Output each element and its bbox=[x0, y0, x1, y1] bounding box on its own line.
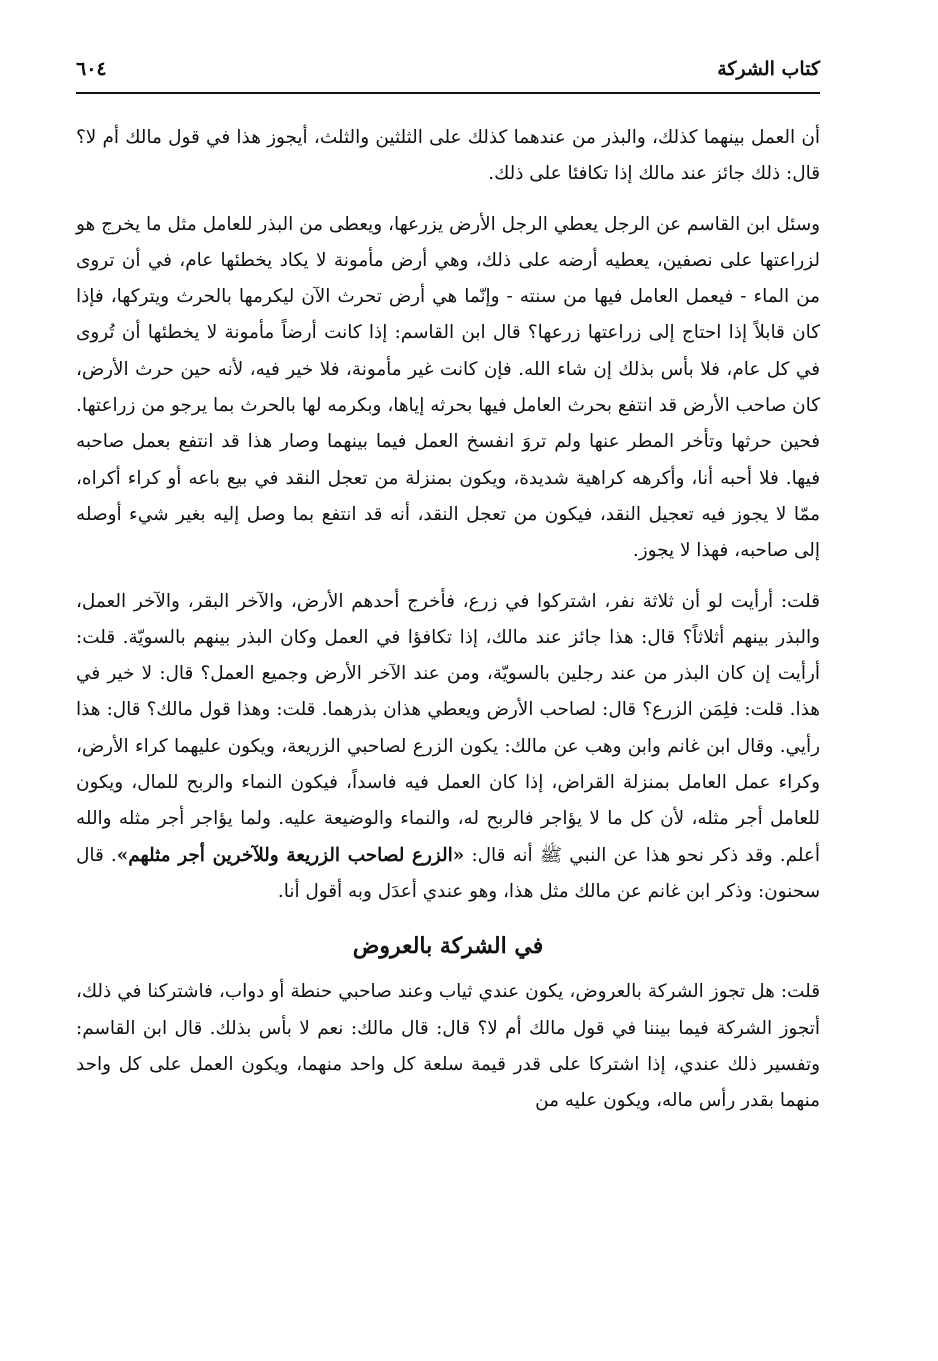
hadith-quote: «الزرع لصاحب الزريعة وللآخرين أجر مثلهم» bbox=[116, 844, 465, 866]
paragraph-3-text-before: قلت: أرأيت لو أن ثلاثة نفر، اشتركوا في زرع، فأخرج أحدهم الأرض، والآخر البقر، والآخر العمل، والبذر بينهم أثلاثاً؟ قال: هذا جائز عند مالك، إذا تكافؤا في العمل وكان البذر بينهم بالسويّة. قلت: أرأيت إن كان البذر من عند رجلين بالسويّة، ومن عند الآخر الأرض وجميع العمل؟ قال: لا خير في هذا. قلت: فلِمَن الزرع؟ قال: لصاحب الأرض ويعطي هذان بذرهما. قلت: وهذا قول مالك؟ قال: هذا رأيي. وقال ابن غانم وابن وهب عن مالك: يكون الزرع لصاحبي الزريعة، ويكون عليهما كراء الأرض، وكراء عمل العامل بمنزلة القراض، إذا كان العمل فيه فاسداً، فيكون النماء والربح للمال، ويكون للعامل أجر مثله، لأن كل ما لا يؤاجر فالربح له، والنماء والوضيعة عليه. ولما يؤاجر أجر مثله والله أعلم. وقد ذكر نحو هذا عن النبي ﷺ أنه قال: bbox=[76, 590, 821, 866]
paragraph-2: وسئل ابن القاسم عن الرجل يعطي الرجل الأرض يزرعها، ويعطى من البذر للعامل مثل ما يخرج هو لزراعتها على نصفين، يعطيه أرضه على ذلك، وهي أرض مأمونة لا يكاد يخطئها عام، في أن تروى من الماء - فيعمل العامل فيها من سنته - وإنّما هي أرض تحرث الآن ليكرمها بالحرث ويتركها، فإذا كان قابلاً إذا احتاج إلى زراعتها زرعها؟ قال ابن القاسم: إذا كانت أرضاً مأمونة لا يخطئها أن تُروى في كل عام، فلا بأس بذلك إن شاء الله. فإن كانت غير مأمونة، فلا خير فيه، لأنه حين حرث الأرض، كان صاحب الأرض قد انتفع بحرث العامل فيها بحرثه إياها، وبكرمه لها بالحرث بما يرجو من زراعتها. فحين حرثها وتأخر المطر عنها ولم تروَ انفسخ العمل فيما بينهما وصار هذا قد انتفع بعمل صاحبه فيها. فلا أحبه أنا، وأكرهه كراهية شديدة، ويكون بمنزلة من تعجل النقد في بيع باعه أو كراء أكراه، ممّا لا يجوز فيه تعجيل النقد، فيكون من تعجل النقد، أنه قد انتفع بما وصل إليه بغير شيء أوصله إلى صاحبه، فهذا لا يجوز. bbox=[76, 213, 820, 562]
header-rule bbox=[76, 92, 820, 94]
page-number: ٦٠٤ bbox=[76, 58, 107, 80]
paragraph-3 bbox=[76, 584, 820, 911]
section-heading: في الشركة بالعروض bbox=[352, 933, 544, 960]
page-body bbox=[76, 120, 820, 1133]
running-header bbox=[76, 58, 820, 94]
paragraph-3-text-after: . قال سحنون: وذكر ابن غانم عن مالك مثل هذا، وهو عندي أعدَل وبه أقول أنا. bbox=[76, 844, 820, 902]
paragraph-1: أن العمل بينهما كذلك، والبذر من عندهما كذلك على الثلثين والثلث، أيجوز هذا في قول مالك أم لا؟ قال: ذلك جائز عند مالك إذا تكافئا على ذلك. bbox=[76, 127, 820, 185]
header-title: كتاب الشركة bbox=[717, 58, 820, 80]
paragraph-4: قلت: هل تجوز الشركة بالعروض، يكون عندي ثياب وعند صاحبي حنطة أو دواب، فاشتركنا في ذلك، أتجوز الشركة فيما بيننا في قول مالك أم لا؟ قال: قال مالك: نعم لا بأس بذلك. قال ابن القاسم: وتفسير ذلك عندي، إذا اشتركا على قدر قيمة سلعة كل واحد منهما، ويكون العمل على كل واحد منهما بقدر رأس ماله، ويكون عليه من bbox=[76, 981, 820, 1112]
